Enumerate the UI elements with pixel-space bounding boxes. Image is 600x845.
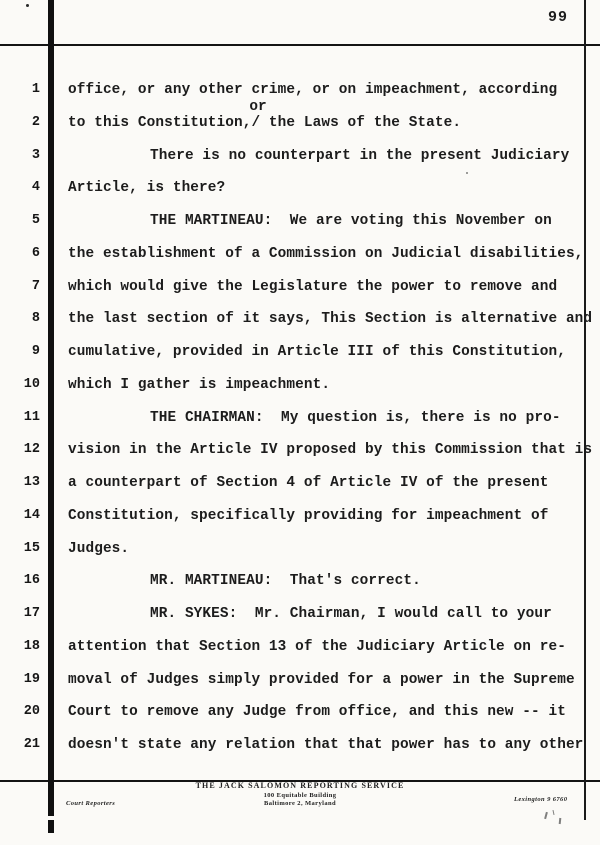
transcript-line — [0, 606, 600, 639]
line-text: THE MARTINEAU: We are voting this November on — [150, 213, 552, 229]
transcript-line — [0, 672, 600, 705]
transcript-line — [0, 213, 600, 246]
ink-speck — [466, 172, 468, 174]
line-text: MR. SYKES: Mr. Chairman, I would call to your — [150, 606, 552, 622]
line-number: 11 — [23, 409, 40, 425]
footer-court-reporters-label: Court Reporters — [66, 800, 116, 807]
transcript-line — [0, 377, 600, 410]
transcript-line — [0, 508, 600, 541]
line-text: a counterpart of Section 4 of Article IV of the present — [68, 475, 549, 491]
transcript-line — [0, 737, 600, 770]
line-number: 9 — [31, 344, 40, 359]
line-number: 3 — [31, 147, 40, 163]
page-number: 99 — [548, 9, 569, 26]
line-number: 2 — [31, 114, 40, 130]
line-number: 14 — [23, 507, 40, 523]
left-margin-line-end — [48, 820, 54, 833]
line-number: 15 — [23, 540, 40, 556]
line-text: the establishment of a Commission on Judicial disabilities, — [68, 245, 584, 262]
line-text: Article, is there? — [68, 180, 226, 197]
line-text: cumulative, provided in Article III of this Constitution, — [68, 344, 566, 360]
line-number: 21 — [23, 737, 40, 752]
line-number: 12 — [23, 442, 40, 458]
line-text: to this Constitution,/ the Laws of the State. — [68, 114, 462, 131]
line-number: 8 — [31, 311, 40, 327]
pencil-mark — [544, 812, 548, 819]
reporting-service-name: THE JACK SALOMON REPORTING SERVICE — [195, 781, 405, 790]
top-rule — [0, 44, 600, 46]
line-number: 1 — [31, 82, 40, 97]
transcript-line — [0, 573, 600, 606]
line-text: MR. MARTINEAU: That's correct. — [150, 573, 421, 590]
transcript-line — [0, 442, 600, 475]
transcript-line — [0, 115, 600, 148]
line-text: Judges. — [68, 540, 130, 557]
transcript-line — [0, 311, 600, 344]
line-text: There is no counterpart in the present Judiciary — [150, 147, 570, 164]
inserted-word: or — [249, 99, 267, 115]
transcript-line — [0, 639, 600, 672]
line-text: attention that Section 13 of the Judiciary Article on re- — [68, 638, 566, 655]
line-text: doesn't state any relation that that power has to any other — [68, 737, 584, 753]
line-text: which would give the Legislature the power to remove and — [68, 278, 558, 295]
line-number: 18 — [23, 638, 40, 654]
transcript-line — [0, 180, 600, 213]
line-number: 19 — [23, 671, 40, 687]
transcript-line — [0, 475, 600, 508]
transcript-line — [0, 246, 600, 279]
line-number: 17 — [23, 606, 40, 621]
pencil-mark — [559, 818, 562, 824]
line-number: 6 — [31, 245, 40, 261]
line-number: 7 — [31, 278, 40, 294]
footer-address-line1: 100 Equitable Building — [263, 791, 337, 799]
transcript-line — [0, 279, 600, 312]
line-text: office, or any other crime, or on impeachment, according — [68, 82, 558, 98]
ink-speck — [26, 4, 29, 7]
line-number: 16 — [23, 573, 40, 589]
line-number: 20 — [23, 704, 40, 720]
line-text: the last section of it says, This Section is alternative and — [68, 311, 593, 328]
line-text: vision in the Article IV proposed by this Commission that is — [68, 442, 593, 459]
line-number: 13 — [23, 475, 40, 490]
line-text: Constitution, specifically providing for impeachment of — [68, 507, 549, 524]
line-text: Court to remove any Judge from office, and this new -- it — [68, 704, 566, 721]
line-text: which I gather is impeachment. — [68, 376, 331, 393]
pencil-mark — [552, 810, 554, 815]
footer-phone-label: Lexington 9 6760 — [514, 796, 568, 803]
transcript-line — [0, 541, 600, 574]
line-number: 10 — [23, 376, 40, 392]
transcript-line — [0, 344, 600, 377]
transcript-line — [0, 82, 600, 115]
transcript-lines — [0, 82, 600, 782]
transcript-line — [0, 410, 600, 443]
line-text: THE CHAIRMAN: My question is, there is no pro- — [150, 409, 561, 426]
transcript-line — [0, 704, 600, 737]
line-text: moval of Judges simply provided for a power in the Supreme — [68, 671, 575, 688]
footer-address-line2: Baltimore 2, Maryland — [263, 800, 336, 807]
line-number: 4 — [31, 180, 40, 196]
line-number: 5 — [31, 213, 40, 228]
transcript-line — [0, 148, 600, 181]
